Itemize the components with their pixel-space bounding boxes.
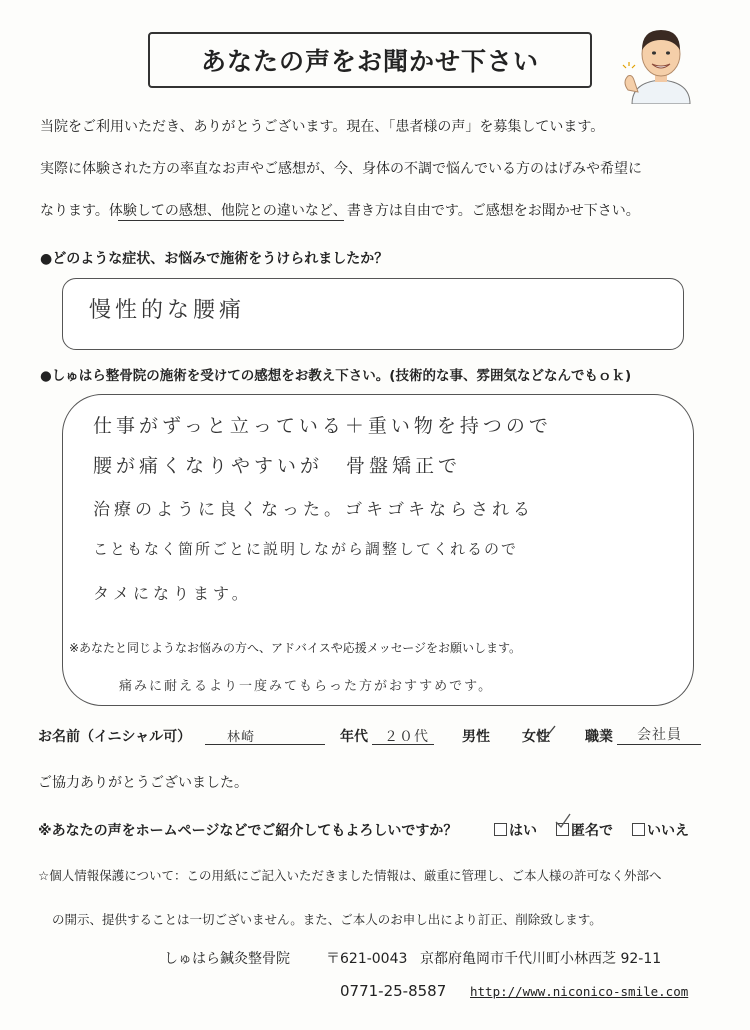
no-label: いいえ	[647, 823, 689, 839]
age-label: 年代	[340, 729, 368, 745]
name-field[interactable]	[205, 724, 325, 745]
job-field[interactable]	[617, 722, 701, 745]
clinic-phone: 0771-25-8587	[340, 982, 447, 1000]
male-option[interactable]: 男性	[462, 729, 490, 745]
impressions-line-3: 治療のように良くなった。ゴキゴキならされる	[93, 500, 534, 520]
impressions-line-2: 腰が痛くなりやすいが 骨盤矯正で	[93, 455, 462, 477]
thanks-text: ご協力ありがとうございました。	[38, 775, 248, 791]
clinic-address: 京都府亀岡市千代川町小林西芝 92-11	[420, 951, 662, 967]
impressions-line-5: タメになります。	[93, 584, 252, 603]
privacy-line-1: ☆個人情報保護について：この用紙にご記入いただきました情報は、厳重に管理し、ご本人様の許可なく外部へ	[38, 868, 662, 883]
impressions-line-1: 仕事がずっと立っている＋重い物を持つので	[93, 415, 552, 437]
clinic-name: しゅはら鍼灸整骨院	[164, 951, 290, 967]
job-label: 職業	[585, 729, 613, 745]
clinic-website-link[interactable]: http://www.niconico-smile.com	[470, 984, 689, 999]
advice-answer: 痛みに耐えるより一度みてもらった方がおすすめです。	[119, 679, 494, 694]
intro-line-1: 当院をご利用いただき、ありがとうございます。現在、「患者様の声」を募集しています。	[40, 119, 605, 135]
permission-question: ※あなたの声をホームページなどでご紹介してもよろしいですか？	[38, 823, 458, 839]
question-impressions: ●しゅはら整骨院の施術を受けての感想をお教え下さい。(技術的な事、雰囲気などなんでもｏｋ)	[40, 368, 632, 384]
no-checkbox[interactable]	[632, 823, 645, 836]
anonymous-label: 匿名で	[571, 823, 613, 839]
intro-line-3: なります。体験しての感想、他院との違いなど、書き方は自由です。ご感想をお聞かせ下さい。	[40, 203, 640, 219]
intro-emphasis-underline	[118, 220, 344, 221]
impressions-answer-box	[62, 394, 694, 706]
job-value: 会社員	[637, 727, 682, 743]
question-symptoms: ●どのような症状、お悩みで施術をうけられましたか？	[40, 251, 389, 267]
name-label: お名前（イニシャル可）	[38, 729, 192, 745]
age-value: ２０代	[384, 729, 429, 745]
page-title: あなたの声をお聞かせ下さい	[148, 32, 592, 88]
yes-checkbox[interactable]	[494, 823, 507, 836]
intro-line-2: 実際に体験された方の率直なお声やご感想が、今、身体の不調で悩んでいる方のはげみや希望に	[40, 161, 642, 177]
doctor-avatar-icon	[618, 20, 704, 104]
symptoms-answer-box	[62, 278, 684, 350]
advice-prompt: ※あなたと同じようなお悩みの方へ、アドバイスや応援メッセージをお願いします。	[69, 641, 522, 655]
anonymous-check-mark-icon	[554, 812, 572, 830]
age-field[interactable]	[372, 724, 434, 745]
permission-option-no[interactable]	[632, 820, 689, 840]
yes-label: はい	[509, 823, 537, 839]
symptoms-answer: 慢性的な腰痛	[89, 298, 246, 323]
permission-option-yes[interactable]	[494, 820, 537, 840]
name-value: 林崎	[227, 730, 256, 745]
privacy-line-2: の開示、提供することは一切ございません。また、ご本人のお申し出により訂正、削除致します。	[52, 912, 602, 927]
female-check-mark-icon	[534, 722, 558, 746]
impressions-line-4: こともなく箇所ごとに説明しながら調整してくれるので	[93, 540, 519, 558]
female-option[interactable]: 女性	[522, 729, 550, 745]
postal-code: 〒621-0043	[326, 951, 408, 967]
